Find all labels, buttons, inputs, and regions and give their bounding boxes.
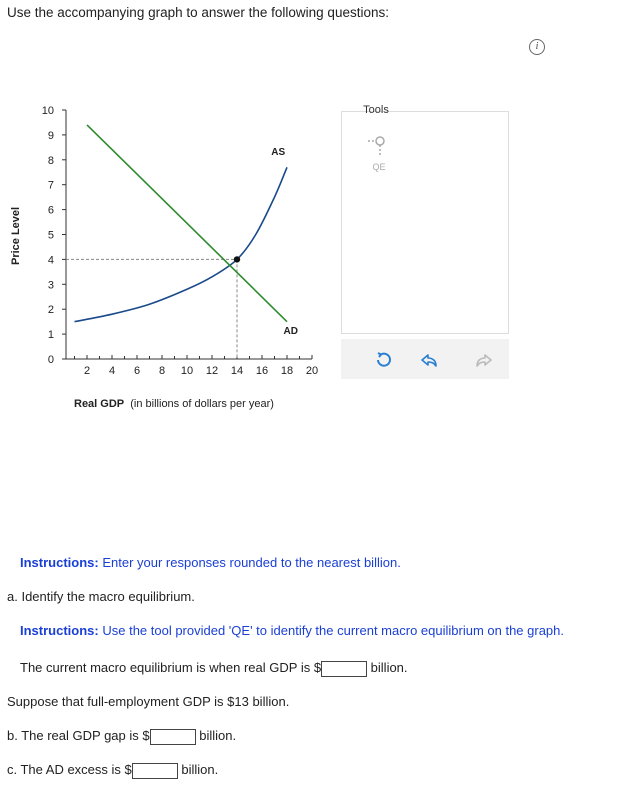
question-a: a. Identify the macro equilibrium. xyxy=(7,589,195,604)
question-b-after: billion. xyxy=(199,728,237,743)
redo-icon[interactable] xyxy=(473,349,495,371)
instructions-qe-text: Use the tool provided 'QE' to identify the current macro equilibrium on the graph. xyxy=(98,623,564,638)
ad-excess-input[interactable] xyxy=(132,763,178,779)
x-tick-label: 4 xyxy=(108,365,116,377)
qe-tool-label: QE xyxy=(372,162,386,172)
y-tick-label: 1 xyxy=(47,329,54,342)
ad-curve-label: AD xyxy=(283,326,298,338)
instructions-qe-tool xyxy=(20,623,564,638)
gdp-gap-input[interactable] xyxy=(150,729,196,745)
question-b-before: b. The real GDP gap is $ xyxy=(7,728,150,743)
question-b xyxy=(7,728,236,745)
equilibrium-after: billion. xyxy=(370,660,408,675)
equilibrium-point xyxy=(234,256,240,262)
x-tick-label: 12 xyxy=(205,365,219,377)
undo-icon[interactable] xyxy=(418,349,440,371)
y-tick-label: 8 xyxy=(47,154,54,167)
reset-icon[interactable] xyxy=(372,349,394,371)
x-tick-label: 16 xyxy=(255,365,269,377)
y-tick-label: 3 xyxy=(47,279,54,292)
instructions-rounding xyxy=(20,555,401,570)
x-tick-label: 6 xyxy=(133,365,141,377)
graph-canvas[interactable] xyxy=(0,0,340,420)
y-tick-label: 10 xyxy=(41,105,54,117)
equilibrium-before: The current macro equilibrium is when real GDP is $ xyxy=(20,660,322,675)
x-tick-label: 10 xyxy=(180,365,194,377)
info-icon[interactable]: i xyxy=(529,39,545,55)
instructions-qe-bold: Instructions: xyxy=(20,623,99,638)
as-curve-label: AS xyxy=(271,146,286,158)
instructions-rounding-text: Enter your responses rounded to the nearest billion. xyxy=(98,555,401,570)
question-c-after: billion. xyxy=(181,762,219,777)
y-tick-label: 6 xyxy=(47,204,54,217)
question-c-before: c. The AD excess is $ xyxy=(7,762,132,777)
equilibrium-gdp-input[interactable] xyxy=(321,661,367,677)
x-axis-label-rest: (in billions of dollars per year) xyxy=(130,398,274,410)
y-tick-label: 4 xyxy=(47,254,54,267)
y-tick-label: 0 xyxy=(47,354,54,366)
x-tick-label: 14 xyxy=(230,365,244,377)
y-tick-label: 7 xyxy=(47,179,54,192)
x-tick-label: 18 xyxy=(280,365,294,377)
x-tick-label: 2 xyxy=(83,365,91,377)
tools-title: Tools xyxy=(363,104,389,116)
question-c xyxy=(7,762,218,779)
x-axis-label xyxy=(74,398,274,410)
equilibrium-line xyxy=(20,660,408,677)
instructions-rounding-bold: Instructions: xyxy=(20,555,99,570)
question-prompt: Use the accompanying graph to answer the following questions: xyxy=(7,5,389,20)
full-employment-text: Suppose that full-employment GDP is $13 billion. xyxy=(7,694,290,709)
y-tick-label: 5 xyxy=(47,229,54,242)
x-tick-label: 20 xyxy=(305,365,319,377)
y-axis-label: Price Level xyxy=(10,206,22,265)
x-axis-label-bold: Real GDP xyxy=(74,398,125,410)
series-ad-curve xyxy=(87,125,287,322)
y-tick-label: 9 xyxy=(47,129,54,142)
series-as-curve xyxy=(75,167,288,321)
y-tick-label: 2 xyxy=(47,304,54,317)
qe-point-icon xyxy=(364,131,394,161)
x-tick-label: 8 xyxy=(158,365,166,377)
